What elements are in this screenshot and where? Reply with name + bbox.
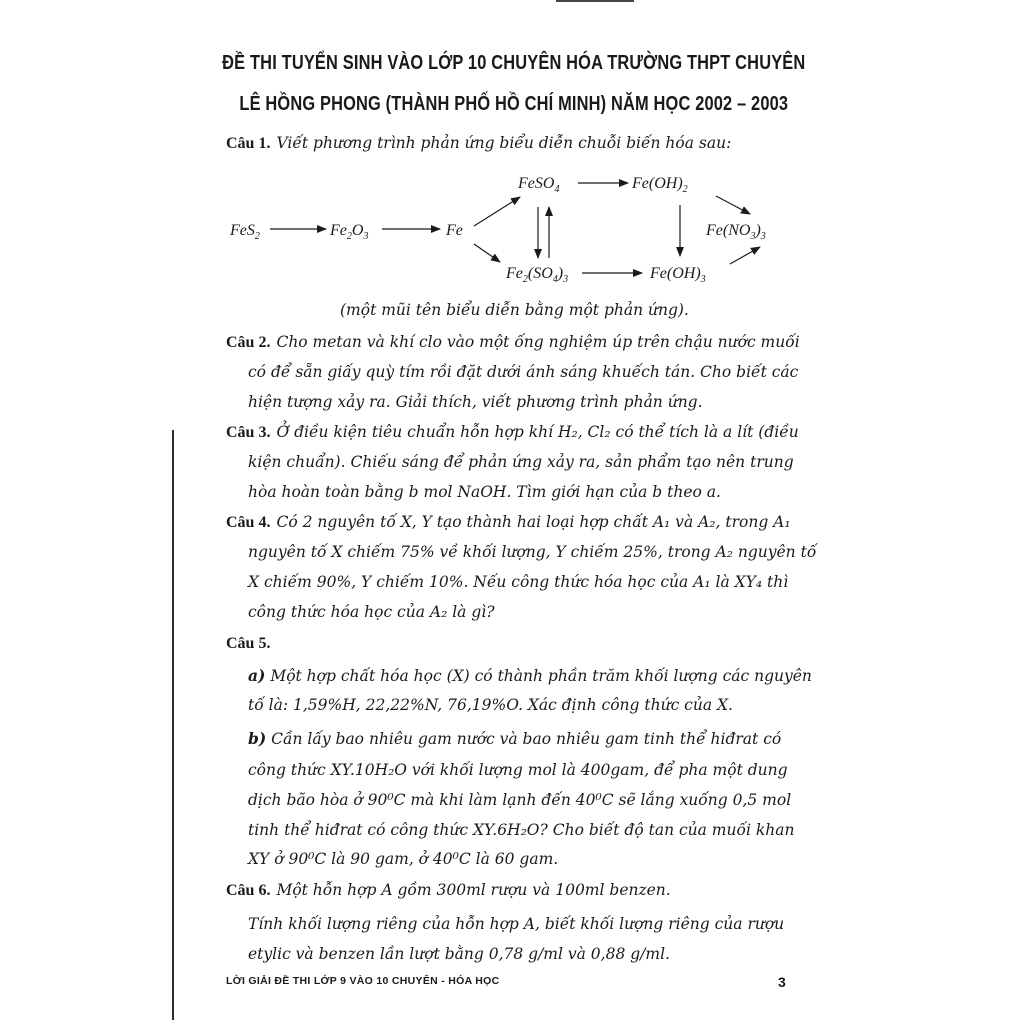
- question-2-line-1: [226, 332, 800, 353]
- binding-edge: [172, 430, 174, 1020]
- question-3-line-2: kiện chuẩn). Chiếu sáng để phản ứng xảy ra, sản phẩm tạo nên trung: [248, 453, 794, 471]
- species-feso4: FeSO$_4$: [518, 175, 560, 195]
- question-2-label: Câu 2.: [226, 334, 271, 351]
- question-5b-line-4: tinh thể hiđrat có công thức XY.6H₂O? Cho biết độ tan của muối khan: [248, 821, 795, 839]
- species-fe: Fe: [446, 222, 463, 239]
- page-number: 3: [778, 974, 786, 990]
- question-6-label: Câu 6.: [226, 882, 271, 899]
- question-5a-line-1: [248, 666, 812, 686]
- question-6-line-1: [226, 880, 671, 901]
- question-4-line-3: X chiếm 90%, Y chiếm 10%. Nếu công thức hóa học của A₁ là XY₄ thì: [248, 573, 789, 591]
- arrow-feoh3-feno33: [730, 247, 760, 264]
- question-5b-line-5: XY ở 90⁰C là 90 gam, ở 40⁰C là 60 gam.: [248, 850, 559, 868]
- question-2-text-1: Cho metan và khí clo vào một ống nghiệm úp trên chậu nước muối: [276, 333, 800, 351]
- question-4-line-4: công thức hóa học của A₂ là gì?: [248, 603, 495, 621]
- species-feoh3: $Fe(OH)_3$: [650, 265, 706, 285]
- question-3-label: Câu 3.: [226, 424, 271, 441]
- question-4-text-1: Có 2 nguyên tố X, Y tạo thành hai loại hợp chất A₁ và A₂, trong A₁: [276, 513, 791, 531]
- question-5a-line-2: tố là: 1,59%H, 22,22%N, 76,19%O. Xác định công thức của X.: [248, 696, 733, 714]
- question-1-text: Viết phương trình phản ứng biểu diễn chuỗi biến hóa sau:: [276, 134, 732, 152]
- species-feoh2: $Fe(OH)_2$: [632, 175, 688, 195]
- question-6-line-2: Tính khối lượng riêng của hỗn hợp A, biết khối lượng riêng của rượu: [248, 915, 785, 933]
- exam-title-line-2: LÊ HỒNG PHONG (THÀNH PHỐ HỒ CHÍ MINH) NĂM HỌC 2002 – 2003: [239, 93, 789, 115]
- question-5b-line-2: công thức XY.10H₂O với khối lượng mol là 400gam, để pha một dung: [248, 761, 788, 779]
- question-3-line-1: [226, 422, 799, 443]
- species-feno33: $Fe(NO_3)_3$: [706, 222, 766, 242]
- question-6-line-3: etylic và benzen lần lượt bằng 0,78 g/ml và 0,88 g/ml.: [248, 945, 670, 963]
- question-4-line-2: nguyên tố X chiếm 75% về khối lượng, Y chiếm 25%, trong A₂ nguyên tố: [248, 543, 817, 561]
- arrow-fe-fe2so43: [474, 244, 500, 262]
- question-6-text-1: Một hỗn hợp A gồm 300ml rượu và 100ml benzen.: [276, 881, 671, 899]
- question-4-line-1: [226, 512, 791, 533]
- species-fe2so43: $Fe_2(SO_4)_3$: [506, 265, 569, 285]
- question-1-note: (một mũi tên biểu diễn bằng một phản ứng).: [340, 301, 689, 319]
- question-5-label: Câu 5.: [226, 635, 271, 652]
- question-5b-text-1: Cần lấy bao nhiêu gam nước và bao nhiêu gam tinh thể hiđrat có: [271, 730, 782, 748]
- question-5b-label: b): [248, 729, 267, 748]
- question-3-line-3: hòa hoàn toàn bằng b mol NaOH. Tìm giới hạn của b theo a.: [248, 483, 721, 501]
- running-footer: LỜI GIẢI ĐỀ THI LỚP 9 VÀO 10 CHUYÊN - HÓA HỌC: [226, 975, 500, 987]
- question-5b-line-3: dịch bão hòa ở 90⁰C mà khi làm lạnh đến 40⁰C sẽ lắng xuống 0,5 mol: [248, 791, 792, 809]
- question-2-line-3: hiện tượng xảy ra. Giải thích, viết phương trình phản ứng.: [248, 393, 703, 411]
- question-5a-label: a): [248, 666, 266, 685]
- question-2-line-2: có để sẵn giấy quỳ tím rồi đặt dưới ánh sáng khuếch tán. Cho biết các: [248, 363, 799, 381]
- species-fes2: FeS$_2$: [230, 222, 260, 242]
- question-4-label: Câu 4.: [226, 514, 271, 531]
- question-5a-text-1: Một hợp chất hóa học (X) có thành phần trăm khối lượng các nguyên: [270, 667, 812, 685]
- question-3-text-1: Ở điều kiện tiêu chuẩn hỗn hợp khí H₂, Cl₂ có thể tích là a lít (điều: [276, 423, 799, 441]
- question-1-label: Câu 1.: [226, 135, 271, 152]
- arrow-feoh2-feno33: [716, 196, 750, 214]
- exam-title-line-1: ĐỀ THI TUYỂN SINH VÀO LỚP 10 CHUYÊN HÓA TRƯỜNG THPT CHUYÊN: [222, 52, 806, 74]
- question-5b-line-1: [248, 729, 781, 749]
- species-fe2o3: $Fe_2O_3$: [330, 222, 369, 242]
- arrow-fe-feso4: [474, 197, 520, 226]
- question-5-heading: [226, 633, 276, 654]
- reaction-scheme: [0, 0, 1024, 330]
